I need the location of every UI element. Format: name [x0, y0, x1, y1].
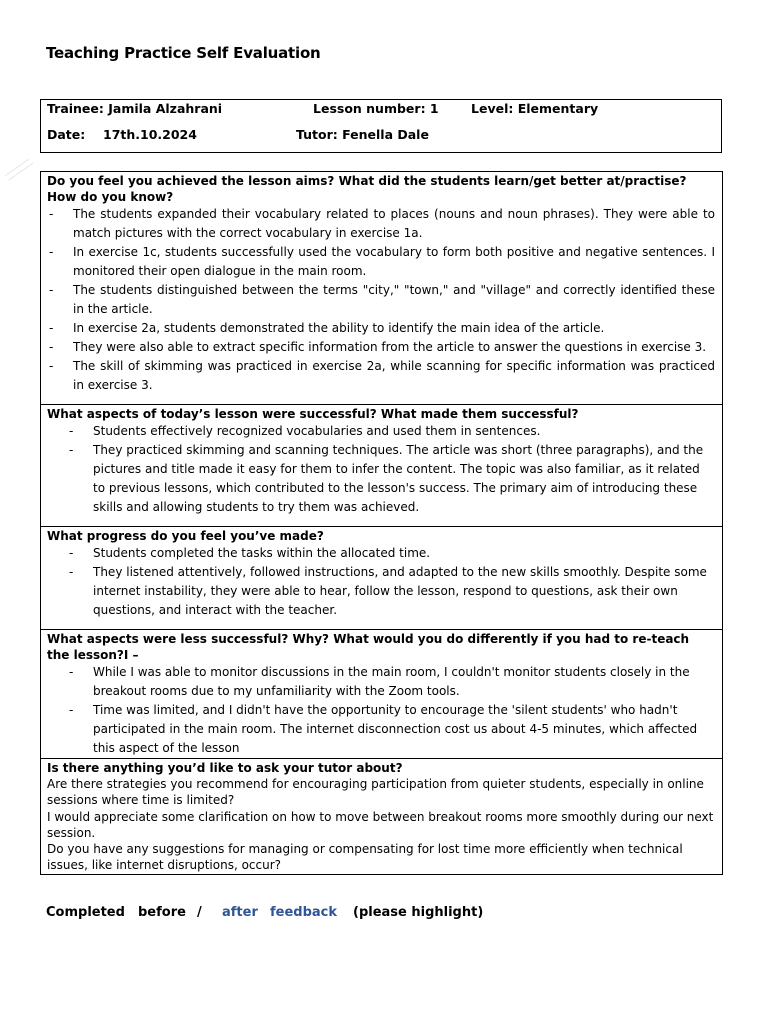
list-item: - In exercise 1c, students successfully used the vocabulary to form both positive and negative sentences. I monitored their open dialogue in the main room. [47, 243, 715, 281]
completed-label: Completed [46, 905, 125, 920]
section-less-successful [41, 630, 723, 759]
list-item: - They were also able to extract specific information from the article to answer the questions in exercise 3. [47, 338, 715, 357]
trainee-name: Trainee: Jamila Alzahrani [47, 101, 223, 116]
list-item: - While I was able to monitor discussions in the main room, I couldn't monitor students closely in the breakout rooms due to my unfamiliarity with the Zoom tools. [47, 663, 715, 701]
section-question: What aspects were less successful? Why? What would you do differently if you had to re-teach the lesson?I – [47, 632, 690, 662]
tutor-question-paragraph: I would appreciate some clarification on how to move between breakout rooms more smoothly during our next session. [47, 809, 714, 840]
tutor-name: Tutor: Fenella Dale [296, 127, 429, 142]
lesson-level: Level: Elementary [471, 101, 599, 116]
section-question: What aspects of today’s lesson were successful? What made them successful? [47, 407, 579, 421]
separator-slash: / [197, 905, 202, 920]
section-question: Is there anything you’d like to ask your tutor about? [47, 761, 403, 775]
tutor-question-paragraph: Do you have any suggestions for managing or compensating for lost time more efficiently when technical issues, like internet disruptions, occur? [47, 842, 683, 873]
answer-list [47, 422, 715, 517]
highlight-instruction: (please highlight) [353, 905, 484, 920]
date-value: 17th.10.2024 [103, 127, 197, 142]
list-item: - Students completed the tasks within the allocated time. [47, 544, 715, 563]
list-item: - The students distinguished between the terms "city," "town," and "village" and correctly identified these in the article. [47, 281, 715, 319]
after-option[interactable]: after [222, 905, 258, 920]
before-option[interactable]: before [138, 905, 186, 920]
answer-list [47, 663, 715, 758]
lesson-number: Lesson number: 1 [313, 101, 439, 116]
list-item: - In exercise 2a, students demonstrated the ability to identify the main idea of the article. [47, 319, 715, 338]
trainee-info-box [40, 99, 722, 153]
date-label: Date: [47, 127, 86, 142]
section-question: Do you feel you achieved the lesson aims? What did the students learn/get better at/practise? How do you know? [47, 174, 687, 204]
list-item: - The skill of skimming was practiced in exercise 2a, while scanning for specific information was practiced in exercise 3. [47, 357, 715, 395]
section-question: What progress do you feel you’ve made? [47, 529, 324, 543]
list-item: - They practiced skimming and scanning techniques. The article was short (three paragraphs), and the pictures and title made it easy for them to infer the content. The topic was also familiar, as it related to previous lessons, which contributed to the lesson's success. The primary aim of introducing these skills and allowing students to try them was achieved. [47, 441, 715, 517]
section-aims [41, 172, 723, 405]
answer-list [47, 544, 715, 620]
tutor-question-paragraph: Are there strategies you recommend for encouraging participation from quieter students, especially in online sessions where time is limited? [47, 777, 704, 808]
evaluation-table [40, 171, 723, 875]
feedback-option[interactable]: feedback [270, 905, 338, 920]
list-item: - The students expanded their vocabulary related to places (nouns and noun phrases). They were able to match pictures with the correct vocabulary in exercise 1a. [47, 205, 715, 243]
page-title: Teaching Practice Self Evaluation [46, 44, 321, 62]
list-item: - They listened attentively, followed instructions, and adapted to the new skills smoothly. Despite some internet instability, they were able to hear, follow the lesson, respond to questions, ask their own questions, and interact with the teacher. [47, 563, 715, 620]
list-item: - Students effectively recognized vocabularies and used them in sentences. [47, 422, 715, 441]
section-progress [41, 527, 723, 630]
section-tutor-questions [41, 759, 723, 875]
section-successful [41, 405, 723, 527]
answer-list [47, 205, 715, 395]
list-item: - Time was limited, and I didn't have the opportunity to encourage the 'silent students' who hadn't participated in the main room. The internet disconnection cost us about 4-5 minutes, which affected this aspect of the lesson [47, 701, 715, 758]
